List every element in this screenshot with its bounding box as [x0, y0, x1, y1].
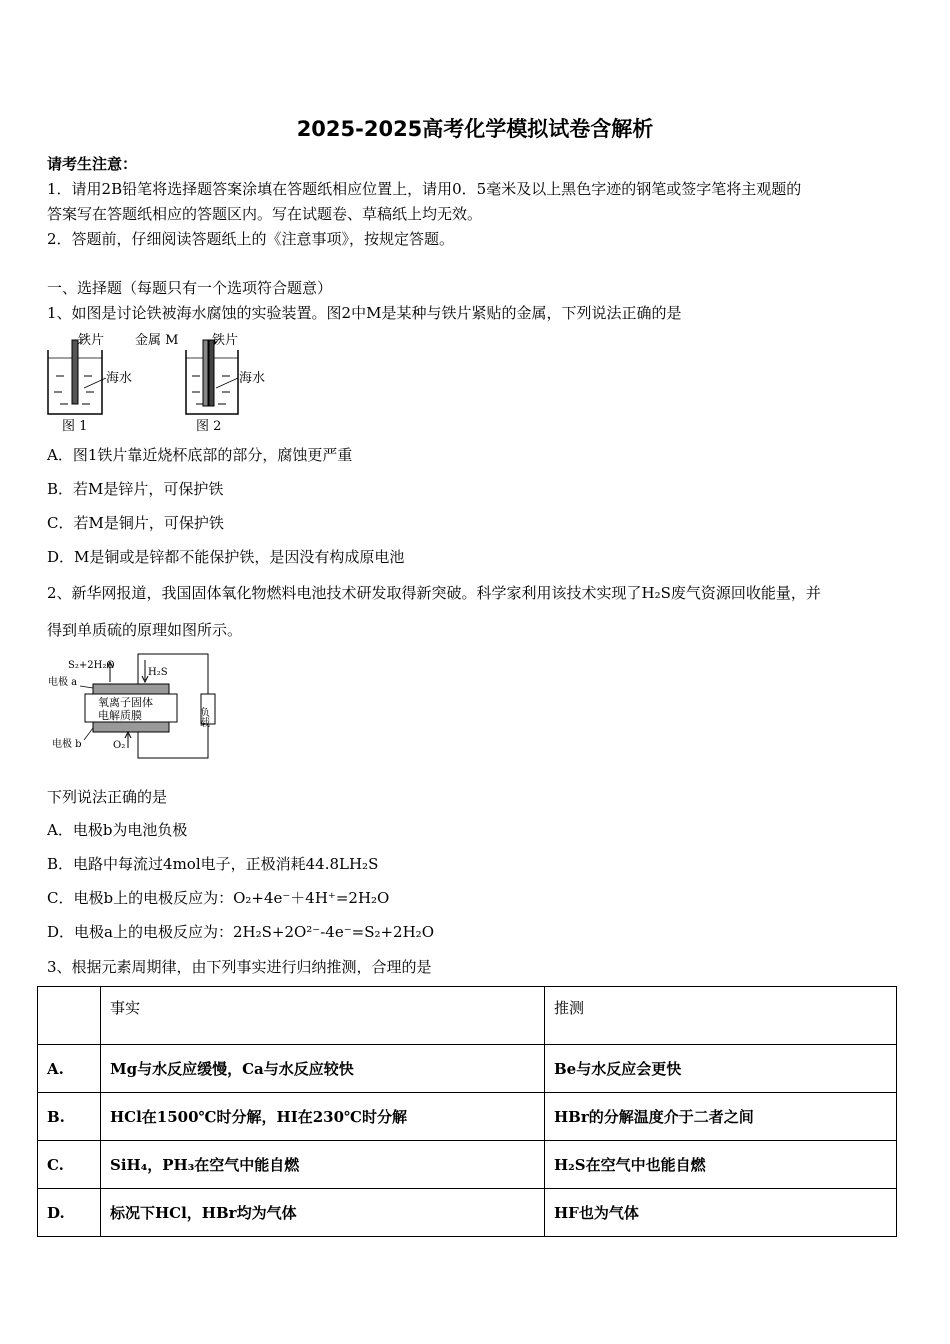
table-cell: Mg与水反应缓慢，Ca与水反应较快	[101, 1045, 545, 1093]
q1-figure	[40, 328, 280, 434]
table-row	[38, 1093, 897, 1141]
diagram-load: 负载	[197, 707, 209, 727]
diagram-o2-inlet: O₂	[113, 740, 126, 751]
table-cell: 标况下HCl，HBr均为气体	[101, 1189, 545, 1237]
table-cell: B.	[38, 1093, 101, 1141]
fig2-caption: 图 2	[196, 419, 222, 434]
q1-stem: 1、如图是讨论铁被海水腐蚀的实验装置。图2中M是某种与铁片紧贴的金属，下列说法正确的是	[47, 304, 682, 322]
section-title: 一、选择题（每题只有一个选项符合题意）	[47, 279, 333, 297]
table-cell: HCl在1500℃时分解，HI在230℃时分解	[101, 1093, 545, 1141]
fig2-iron-label: 铁片	[212, 333, 239, 348]
notice-heading: 请考生注意：	[47, 155, 138, 173]
table-cell: SiH₄，PH₃在空气中能自燃	[101, 1141, 545, 1189]
q2-option-d: D．电极a上的电极反应为：2H₂S+2O²⁻-4e⁻=S₂+2H₂O	[47, 923, 434, 941]
q2-fuel-cell-diagram	[40, 650, 225, 764]
table-cell: H₂S在空气中也能自燃	[545, 1141, 897, 1189]
q1-option-b: B．若M是锌片，可保护铁	[47, 480, 224, 498]
notice-line-1b: 答案写在答题纸相应的答题区内。写在试题卷、草稿纸上均无效。	[47, 205, 483, 223]
notice-line-2: 2．答题前，仔细阅读答题纸上的《注意事项》，按规定答题。	[47, 230, 455, 248]
q2-stem-1: 2、新华网报道，我国固体氧化物燃料电池技术研发取得新突破。科学家利用该技术实现了H₂S废气资源回收能量，并	[47, 584, 821, 602]
q3-table	[37, 986, 897, 1237]
q2-stem-2: 得到单质硫的原理如图所示。	[47, 621, 243, 639]
diagram-electrode-b: 电极 b	[52, 739, 82, 750]
table-header-cell	[38, 987, 101, 1045]
fig2-metal-label: 金属 M	[135, 333, 179, 348]
table-row	[38, 1189, 897, 1237]
table-cell: D.	[38, 1189, 101, 1237]
q1-option-d: D．M是铜或是锌都不能保护铁，是因没有构成原电池	[47, 548, 405, 566]
q2-option-a: A．电极b为电池负极	[47, 821, 188, 839]
q1-option-c: C．若M是铜片，可保护铁	[47, 514, 224, 532]
q3-stem: 3、根据元素周期律，由下列事实进行归纳推测，合理的是	[47, 958, 432, 976]
table-row	[38, 1141, 897, 1189]
table-header-row	[38, 987, 897, 1045]
diagram-electrode-a: 电极 a	[48, 677, 78, 688]
fig1-water-label: 海水	[106, 371, 133, 386]
q2-prompt: 下列说法正确的是	[47, 788, 168, 806]
diagram-top-outlet: S₂+2H₂O	[68, 660, 115, 671]
fig1-iron-label: 铁片	[78, 333, 105, 348]
page-title: 2025-2025高考化学模拟试卷含解析	[296, 117, 654, 141]
table-cell: HBr的分解温度介于二者之间	[545, 1093, 897, 1141]
fig2-water-label: 海水	[239, 371, 266, 386]
table-header-cell: 推测	[545, 987, 897, 1045]
table-cell: A.	[38, 1045, 101, 1093]
diagram-membrane-2: 电解质膜	[98, 709, 142, 722]
table-row	[38, 1045, 897, 1093]
notice-line-1a: 1．请用2B铅笔将选择题答案涂填在答题纸相应位置上，请用0．5毫米及以上黑色字迹的钢笔或签字笔将主观题的	[47, 180, 802, 198]
table-header-cell: 事实	[101, 987, 545, 1045]
diagram-h2s-inlet: H₂S	[148, 667, 168, 678]
table-cell: HF也为气体	[545, 1189, 897, 1237]
table-cell: C.	[38, 1141, 101, 1189]
fig1-caption: 图 1	[62, 419, 88, 434]
q1-option-a: A．图1铁片靠近烧杯底部的部分，腐蚀更严重	[47, 446, 353, 464]
diagram-membrane-1: 氧离子固体	[98, 696, 153, 709]
q2-option-b: B．电路中每流过4mol电子，正极消耗44.8LH₂S	[47, 855, 379, 873]
table-cell: Be与水反应会更快	[545, 1045, 897, 1093]
beaker-2	[186, 338, 238, 414]
q2-option-c: C．电极b上的电极反应为：O₂+4e⁻＋4H⁺=2H₂O	[47, 889, 390, 907]
